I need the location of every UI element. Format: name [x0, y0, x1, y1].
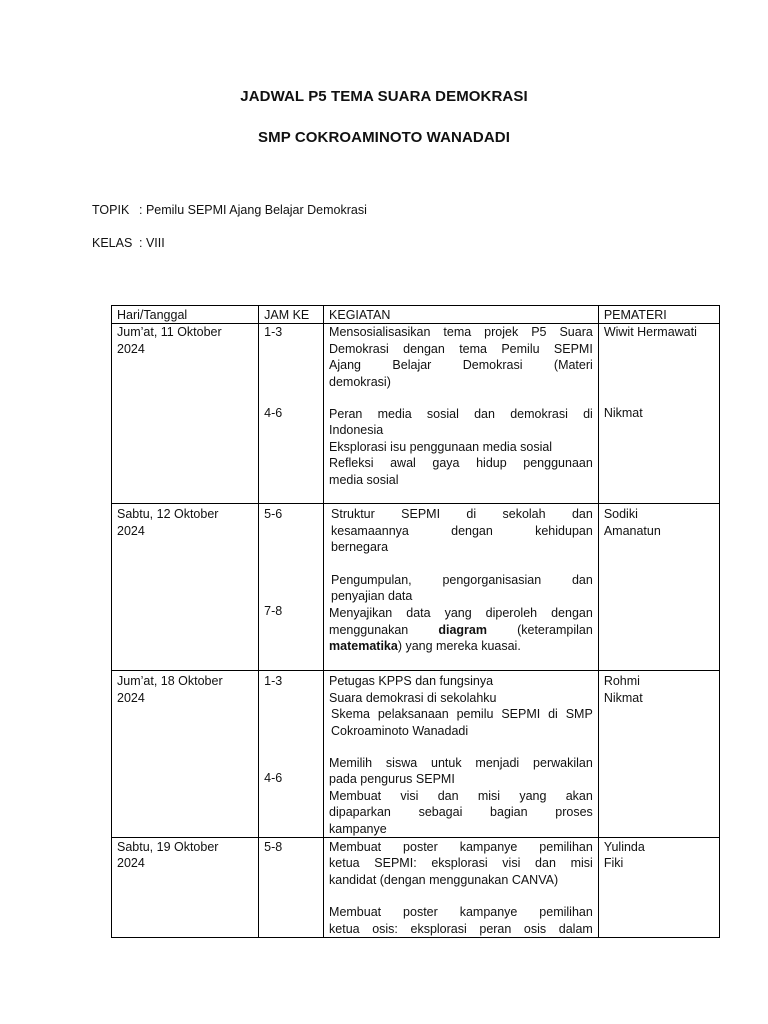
date-line: Jum’at, 11 Oktober — [117, 325, 222, 340]
cell-pemateri — [598, 504, 719, 671]
kegiatan-line — [329, 638, 593, 654]
document-title: JADWAL P5 TEMA SUARA DEMOKRASI — [240, 88, 528, 105]
kegiatan-line: demokrasi) — [329, 374, 391, 389]
meta-kelas — [92, 236, 165, 250]
date-line: 2024 — [117, 856, 145, 871]
cell-kegiatan — [324, 324, 599, 504]
pemateri-name: Rohmi — [603, 674, 640, 689]
topik-value: : Pemilu SEPMI Ajang Belajar Demokrasi — [139, 203, 367, 217]
cell-kegiatan — [324, 838, 599, 938]
kegiatan-text: ) yang mereka kuasai. — [397, 639, 521, 654]
kegiatan-line: kampanye — [329, 821, 387, 836]
cell-jam — [259, 671, 324, 838]
date-line: Jum’at, 18 Oktober — [117, 674, 223, 689]
pemateri-name: Wiwit Hermawati — [603, 325, 697, 340]
kegiatan-line: Demokrasi dengan tema Pemilu SEPMI — [329, 341, 593, 356]
kegiatan-line: kesamaannya dengan kehidupan — [331, 523, 593, 538]
jam-value: 1-3 — [264, 674, 283, 689]
kegiatan-line — [329, 622, 593, 638]
header-kegiatan: KEGIATAN — [324, 306, 599, 324]
pemateri-name: Amanatun — [603, 523, 661, 538]
kegiatan-line: Refleksi awal gaya hidup penggunaan — [329, 456, 593, 471]
cell-kegiatan — [324, 671, 599, 838]
cell-pemateri — [598, 671, 719, 838]
jam-value: 1-3 — [264, 325, 283, 340]
kegiatan-line: Membuat visi dan misi yang akan — [329, 788, 593, 803]
cell-jam — [259, 504, 324, 671]
cell-pemateri — [598, 838, 719, 938]
kegiatan-line: Suara demokrasi di sekolahku — [329, 690, 497, 705]
kelas-label: KELAS — [92, 236, 133, 250]
jam-value: 4-6 — [264, 770, 283, 785]
kelas-value: : VIII — [139, 236, 165, 250]
kegiatan-line: Indonesia — [329, 423, 384, 438]
table-header-row — [112, 306, 720, 324]
table-row — [112, 838, 720, 938]
kegiatan-line: kandidat (dengan menggunakan CANVA) — [329, 872, 559, 887]
kegiatan-line: Petugas KPPS dan fungsinya — [329, 674, 494, 689]
date-line: Sabtu, 12 Oktober — [117, 507, 219, 522]
jam-value: 4-6 — [264, 405, 283, 420]
kegiatan-line: Menyajikan data yang diperoleh dengan — [329, 606, 593, 621]
jam-value: 5-6 — [264, 507, 283, 522]
header-pemateri: PEMATERI — [598, 306, 719, 324]
pemateri-name: Nikmat — [603, 690, 643, 705]
kegiatan-line: Memilih siswa untuk menjadi perwakilan — [329, 756, 593, 771]
kegiatan-line: Struktur SEPMI di sekolah dan — [331, 507, 593, 522]
kegiatan-line: Eksplorasi isu penggunaan media sosial — [329, 439, 553, 454]
kegiatan-line: media sosial — [329, 472, 399, 487]
kegiatan-line: penyajian data — [331, 589, 413, 604]
kegiatan-text: menggunakan — [329, 622, 439, 637]
header-jam-ke: JAM KE — [259, 306, 324, 324]
table-row — [112, 504, 720, 671]
kegiatan-line: Peran media sosial dan demokrasi di — [329, 407, 593, 422]
kegiatan-text: (keterampilan — [517, 622, 593, 637]
kegiatan-line: ketua osis: eksplorasi peran osis dalam — [329, 921, 593, 936]
date-line: 2024 — [117, 523, 145, 538]
cell-date — [112, 671, 259, 838]
cell-jam — [259, 324, 324, 504]
kegiatan-line: Pengumpulan, pengorganisasian dan — [331, 572, 593, 587]
jam-value: 7-8 — [264, 603, 283, 618]
kegiatan-line: ketua SEPMI: eksplorasi visi dan misi — [329, 856, 593, 871]
header-hari-tanggal: Hari/Tanggal — [112, 306, 259, 324]
kegiatan-line: pada pengurus SEPMI — [329, 772, 455, 787]
jam-value: 5-8 — [264, 840, 283, 855]
kegiatan-line: Cokroaminoto Wanadadi — [331, 723, 469, 738]
cell-kegiatan — [324, 504, 599, 671]
kegiatan-line: bernegara — [331, 540, 389, 555]
pemateri-name: Fiki — [603, 856, 624, 871]
kegiatan-line: Mensosialisasikan tema projek P5 Suara — [329, 325, 593, 340]
pemateri-name: Sodiki — [603, 507, 638, 522]
kegiatan-line: Skema pelaksanaan pemilu SEPMI di SMP — [331, 707, 593, 722]
date-line: Sabtu, 19 Oktober — [117, 840, 219, 855]
kegiatan-line: dipaparkan sebagai bagian proses — [329, 805, 593, 820]
date-line: 2024 — [117, 341, 145, 356]
cell-jam — [259, 838, 324, 938]
cell-date — [112, 324, 259, 504]
topik-label: TOPIK — [92, 203, 130, 217]
meta-topik — [92, 203, 367, 217]
date-line: 2024 — [117, 690, 145, 705]
table-row — [112, 324, 720, 504]
document-subtitle: SMP COKROAMINOTO WANADADI — [258, 129, 510, 146]
pemateri-name: Yulinda — [603, 840, 645, 855]
kegiatan-bold-text: diagram — [438, 622, 487, 637]
table-row — [112, 671, 720, 838]
kegiatan-line: Ajang Belajar Demokrasi (Materi — [329, 358, 593, 373]
cell-date — [112, 504, 259, 671]
kegiatan-line: Membuat poster kampanye pemilihan — [329, 840, 593, 855]
kegiatan-line: Membuat poster kampanye pemilihan — [329, 905, 593, 920]
kegiatan-bold-text: matematika — [329, 639, 398, 654]
schedule-table — [111, 305, 720, 938]
cell-date — [112, 838, 259, 938]
pemateri-name: Nikmat — [603, 405, 643, 420]
cell-pemateri — [598, 324, 719, 504]
